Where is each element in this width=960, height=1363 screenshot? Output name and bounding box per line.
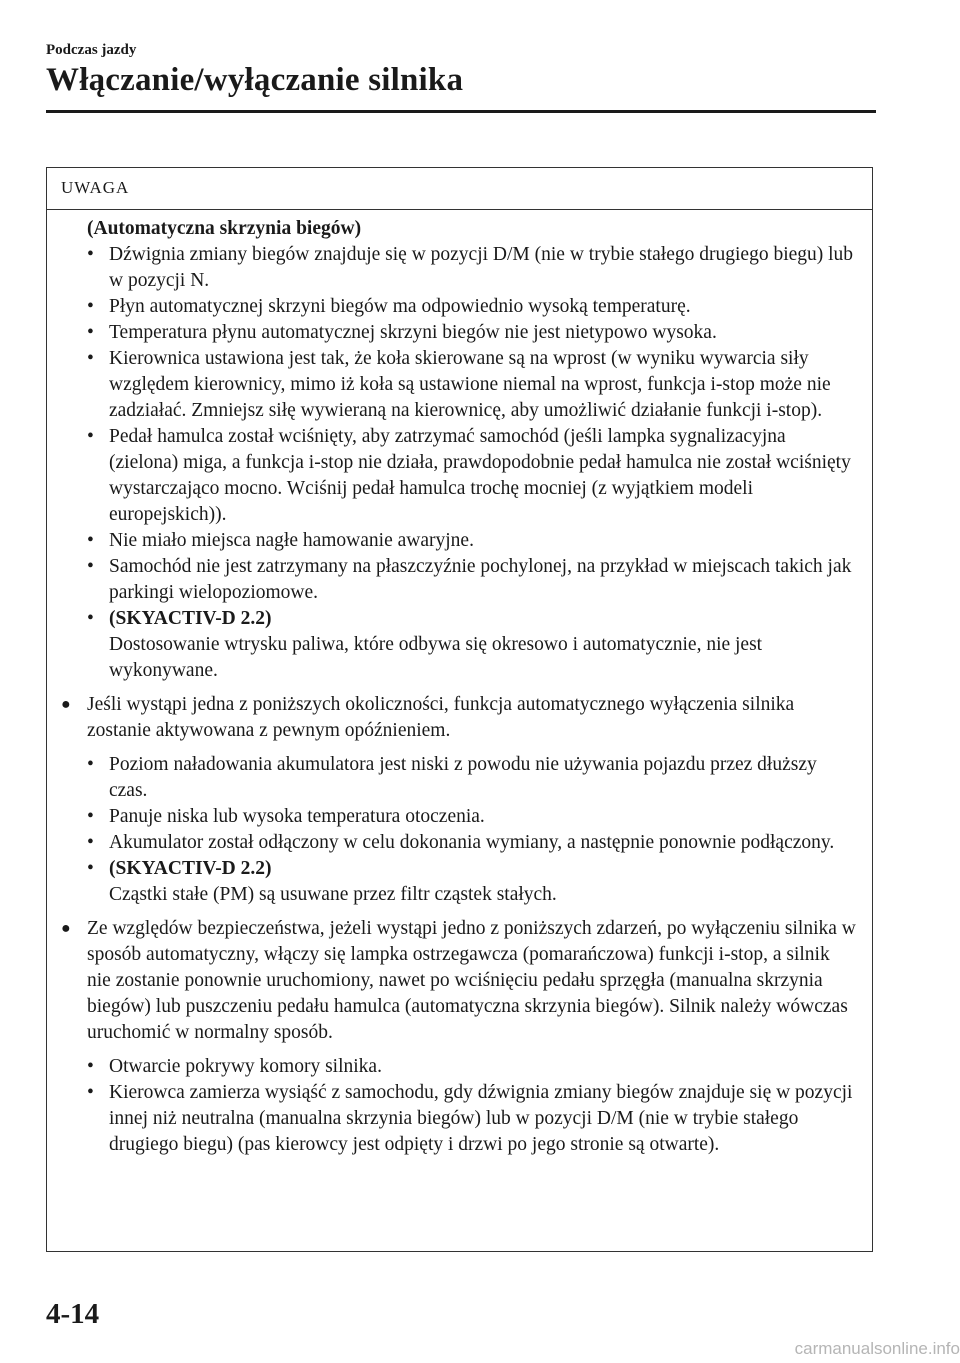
list-item: • Otwarcie pokrywy komory silnika. [61,1054,858,1080]
skyactiv-label: (SKYACTIV-D 2.2) [109,608,272,629]
list-item: • Panuje niska lub wysoka temperatura otoczenia. [61,804,858,830]
bullet-icon: • [87,426,94,447]
list-item-skyactiv [61,856,858,908]
list-item: • Temperatura płynu automatycznej skrzyni biegów nie jest nietypowo wysoka. [61,320,858,346]
safety-intro: Ze względów bezpieczeństwa, jeżeli wystąpi jedno z poniższych zdarzeń, po wyłączeniu silnika w sposób automatyczny, włączy się lampka ostrzegawcza (pomarańczowa) funkcji i-stop, a silnik nie zostanie ponownie uruchomiony, nawet po wciśnięciu pedału sprzęgła (manualna skrzynia biegów) lub puszczeniu pedału hamulca (automatyczna skrzynia biegów). Silnik należy wówczas uruchomić w normalny sposób. [87,918,856,1043]
list-item-skyactiv [61,606,858,684]
bullet-icon: • [87,832,94,853]
warning-box [46,167,873,1252]
bullet-icon: • [87,608,94,629]
warning-body [47,210,872,1158]
bullet-icon: • [87,806,94,827]
bullet-icon: • [87,858,94,879]
list-item: • Poziom naładowania akumulatora jest niski z powodu nie używania pojazdu przez dłuższy czas. [87,754,817,801]
page-number: 4-14 [46,1298,100,1330]
list-item: • Samochód nie jest zatrzymany na płaszczyźnie pochylonej, na przykład w miejscach takich jak parkingi wielopoziomowe. [87,556,852,603]
skyactiv-text: Dostosowanie wtrysku paliwa, które odbywa się okresowo i automatycznie, nie jest wykonywane. [109,634,763,681]
bullet-icon: • [87,244,94,265]
skyactiv-text: Cząstki stałe (PM) są usuwane przez filtr cząstek stałych. [109,884,557,905]
bullet-icon: • [87,1056,94,1077]
list-item: • Pedał hamulca został wciśnięty, aby zatrzymać samochód (jeśli lampka sygnalizacyjna (zielona) miga, a funkcja i-stop nie działa, prawdopodobnie pedał hamulca nie został wciśnięty wystarczająco mocno. Wciśnij pedał hamulca trochę mocniej (z wyjątkiem modeli europejskich)). [87,426,851,525]
section-label: Podczas jazdy [46,42,137,58]
bullet-icon: • [87,296,94,317]
main-item [61,916,858,1046]
title-rule [46,110,876,113]
list-item: • Płyn automatycznej skrzyni biegów ma odpowiednio wysoką temperaturę. [61,294,858,320]
automatic-transmission-list [61,242,858,684]
bullet-icon: • [87,556,94,577]
bullet-icon: • [87,322,94,343]
list-item: • Akumulator został odłączony w celu dokonania wymiany, a następnie ponownie podłączony. [61,830,858,856]
delayed-stop-list [61,752,858,908]
page-title: Włączanie/wyłączanie silnika [46,62,464,98]
bullet-icon: • [87,754,94,775]
warning-header: UWAGA [47,168,872,210]
main-item [61,692,858,744]
bullet-icon: • [87,530,94,551]
automatic-transmission-heading: (Automatyczna skrzynia biegów) [87,218,362,239]
bullet-icon: ● [61,920,71,937]
bullet-icon: ● [61,696,71,713]
list-item: • Dźwignia zmiany biegów znajduje się w pozycji D/M (nie w trybie stałego drugiego biegu) lub w pozycji N. [87,244,854,291]
skyactiv-label: (SKYACTIV-D 2.2) [109,858,272,879]
list-item: • Nie miało miejsca nagłe hamowanie awaryjne. [61,528,858,554]
list-item: • Kierownica ustawiona jest tak, że koła skierowane są na wprost (w wyniku wywarcia siły względem kierownicy, mimo iż koła są ustawione niemal na wprost, funkcja i-stop może nie zadziałać. Zmniejsz siłę wywieraną na kierownicę, aby umożliwić działanie funkcji i-stop). [87,348,831,421]
safety-list [61,1054,858,1158]
bullet-icon: • [87,348,94,369]
watermark: carmanualsonline.info [794,1339,960,1358]
list-item: • Kierowca zamierza wysiąść z samochodu, gdy dźwignia zmiany biegów znajduje się w pozycji innej niż neutralna (manualna skrzynia biegów) lub w pozycji D/M (nie w trybie stałego drugiego biegu) (pas kierowcy jest odpięty i drzwi po jego stronie są otwarte). [87,1082,853,1155]
bullet-icon: • [87,1082,94,1103]
delayed-stop-intro: Jeśli wystąpi jedna z poniższych okoliczności, funkcja automatycznego wyłączenia silnika zostanie aktywowana z pewnym opóźnieniem. [87,694,795,741]
